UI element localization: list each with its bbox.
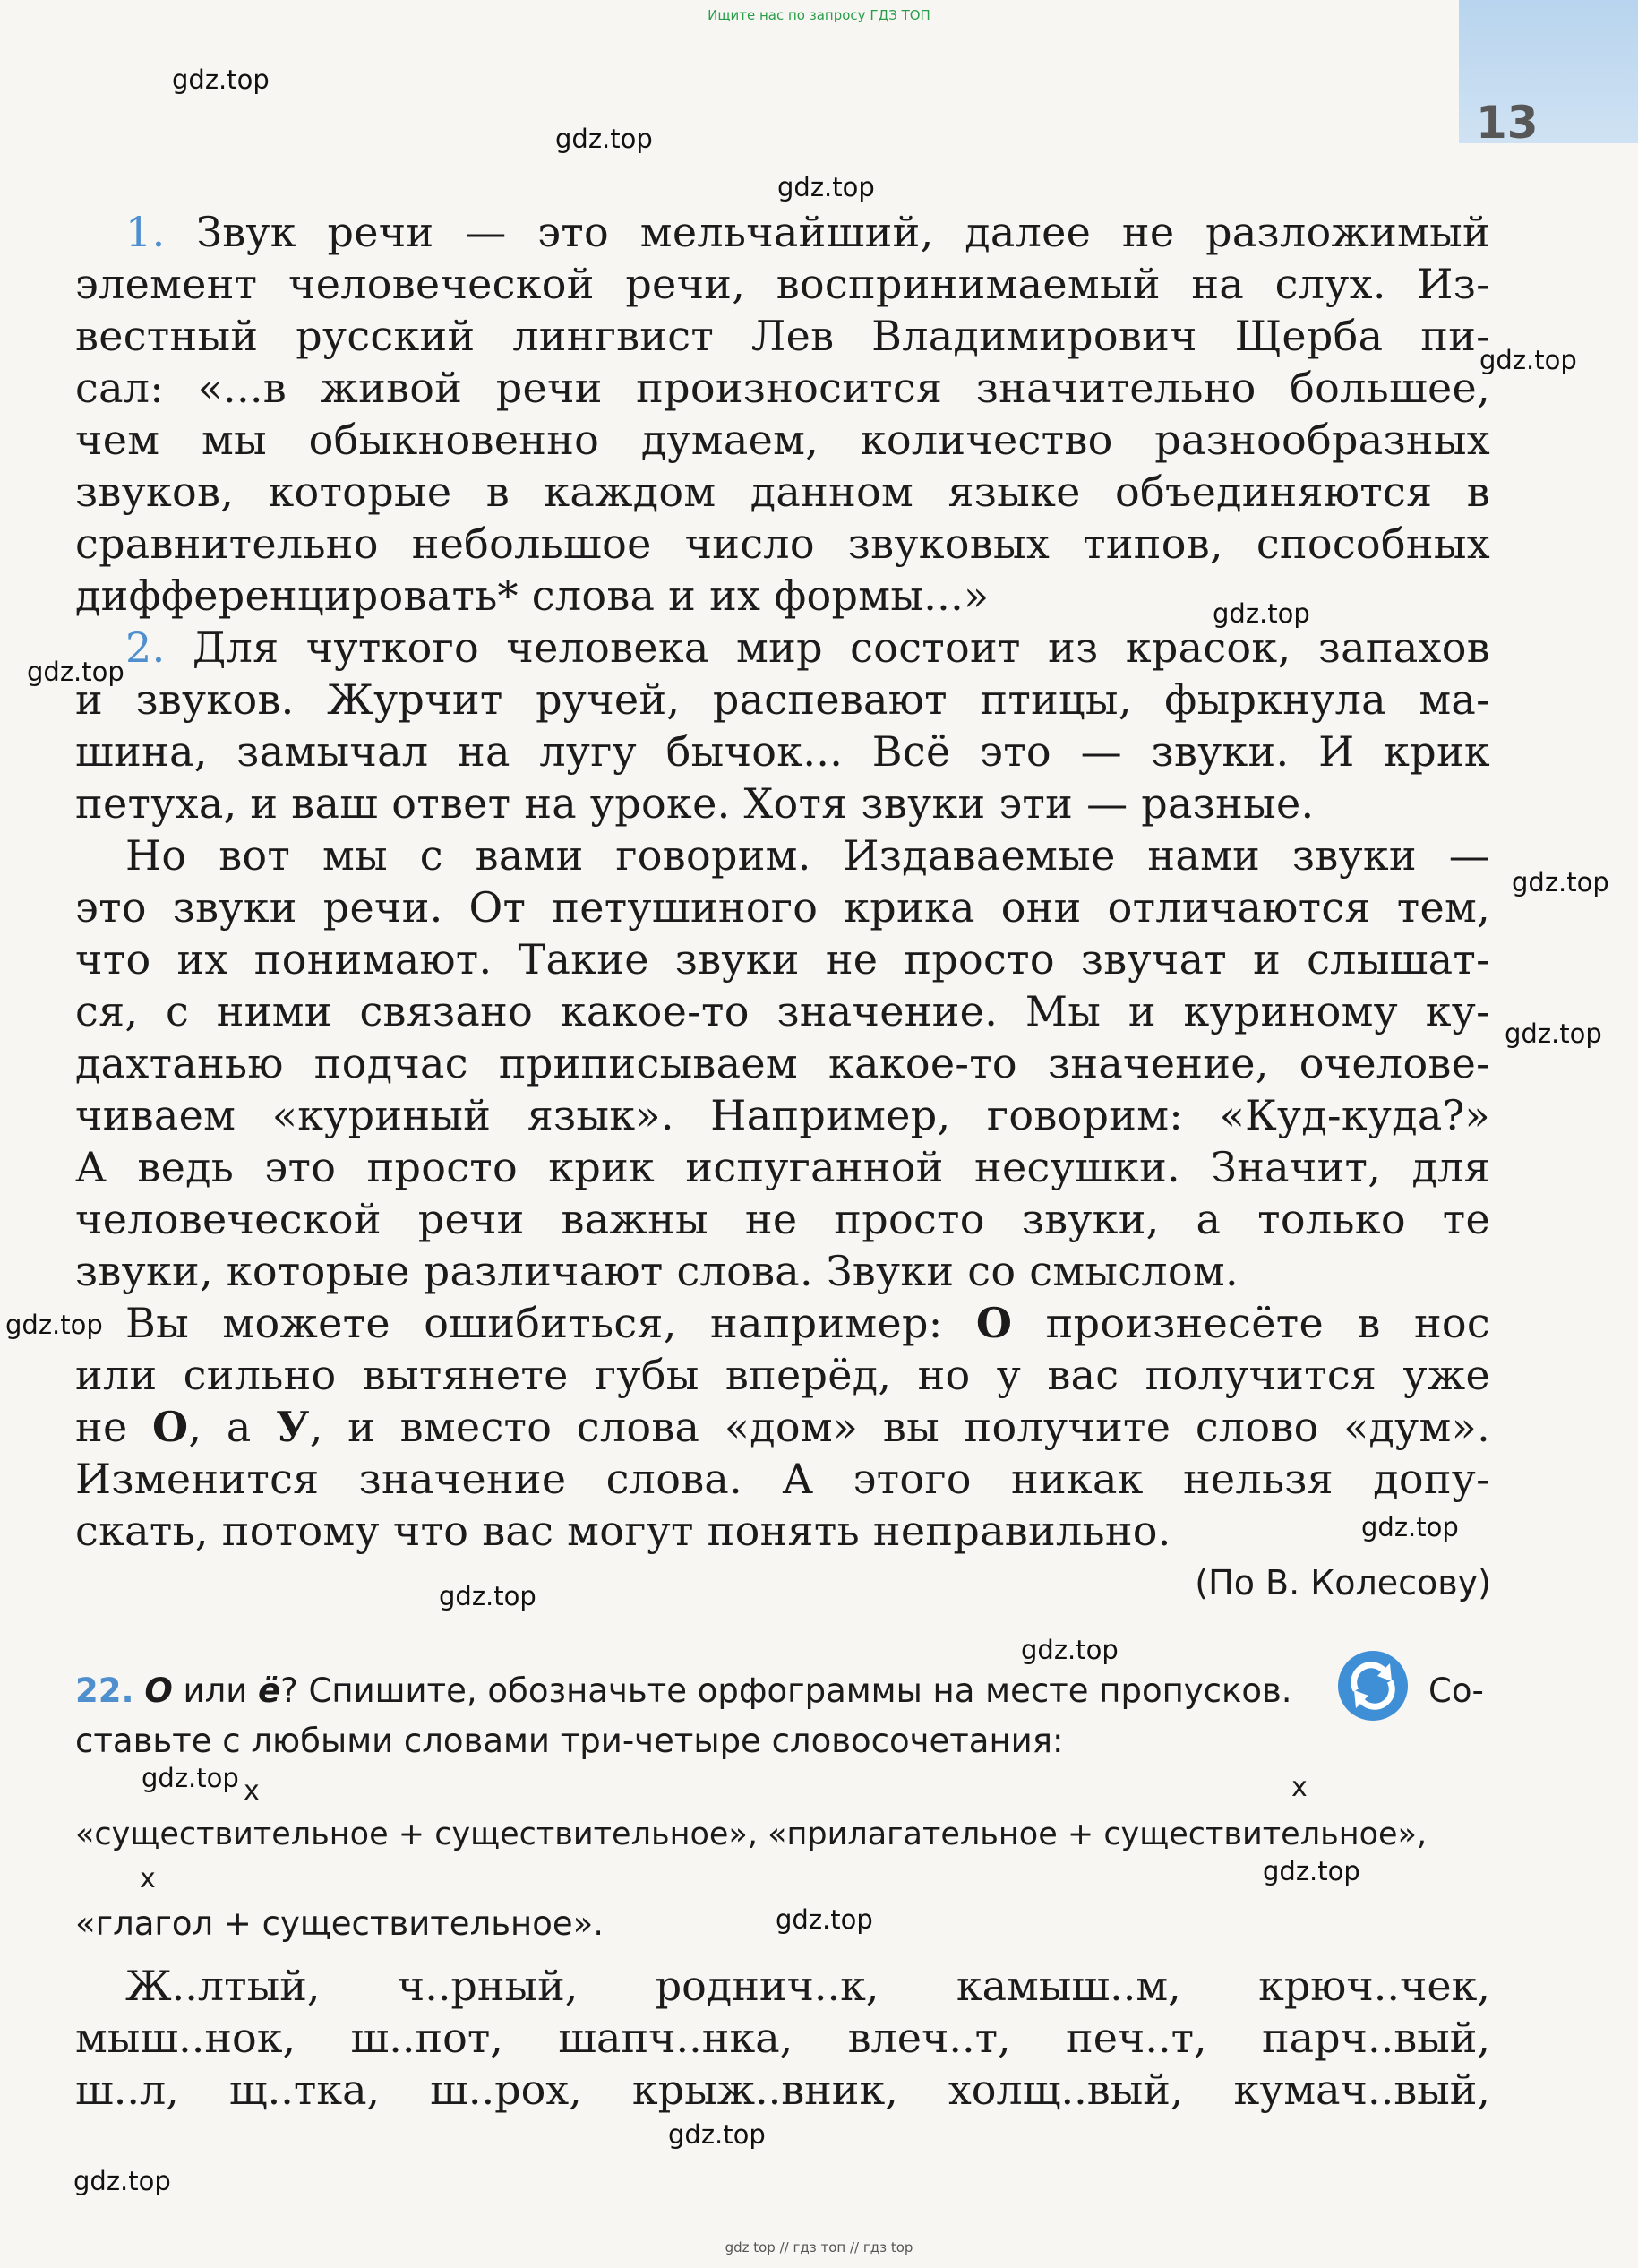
text-line: не О, а У, и вместо слова «дом» вы получите слово «дум». (75, 1403, 1490, 1451)
text-line: звуков, которые в каждом данном языке объединяются в (75, 468, 1490, 516)
watermark: gdz.top (439, 1581, 536, 1611)
text-line: 1. Звук речи — это мельчайший, далее не разложимый (125, 208, 1490, 256)
text-line: петуха, и ваш ответ на уроке. Хотя звуки эти — разные. (75, 779, 1315, 828)
sync-arrows-icon (1338, 1651, 1408, 1721)
watermark: gdz.top (1021, 1635, 1119, 1665)
text-line: это звуки речи. От петушиного крика они отличаются тем, (75, 883, 1490, 932)
text-line: ся, с ними связано какое-то значение. Мы и куриному ку- (75, 987, 1490, 1035)
watermark: gdz.top (776, 1904, 873, 1935)
watermark: gdz.top (1512, 867, 1609, 898)
watermark: gdz.top (1213, 598, 1310, 629)
watermark: gdz.top (668, 2119, 766, 2150)
exercise-number: 22. (75, 1671, 134, 1710)
text-line: сал: «...в живой речи произносится значительно большее, (75, 364, 1490, 412)
exercise-line: ставьте с любыми словами три-четыре словосочетания: (75, 1722, 1064, 1760)
text-line: скать, потому что вас могут понять неправильно. (75, 1507, 1171, 1555)
watermark: gdz.top (27, 657, 124, 687)
watermark: gdz.top (555, 124, 653, 154)
watermark: gdz.top (1361, 1512, 1459, 1542)
text-line: человеческой речи важны не просто звуки, а только те (75, 1195, 1490, 1243)
text-line: чем мы обыкновенно думаем, количество разнообразных (75, 416, 1490, 464)
exercise-line-end: Со- (1428, 1671, 1484, 1710)
text-line: вестный русский лингвист Лев Владимирович Щерба пи- (75, 312, 1490, 360)
text-line: звуки, которые различают слова. Звуки со смыслом. (75, 1247, 1239, 1295)
text-line: дахтанью подчас приписываем какое-то значение, очелове- (75, 1039, 1490, 1087)
bottom-note: gdz top // гдз топ // гдз top (725, 2239, 913, 2255)
text-line: или сильно вытянете губы вперёд, но у вас получится уже (75, 1351, 1490, 1399)
text-line: Изменится значение слова. А этого никак нельзя допу- (75, 1455, 1490, 1503)
word-line: ш..л, щ..тка, ш..рох, крыж..вник, холщ..вый, кумач..вый, (75, 2066, 1490, 2114)
source-attribution: (По В. Колесову) (1195, 1563, 1491, 1602)
watermark: gdz.top (142, 1763, 239, 1793)
text-line: и звуков. Журчит ручей, распевают птицы, фыркнула ма- (75, 675, 1490, 724)
watermark: gdz.top (172, 64, 270, 95)
exercise-line: «существительное + существительное», «прилагательное + существительное», (75, 1817, 1428, 1852)
text-line: А ведь это просто крик испуганной несушки. Значит, для (75, 1143, 1490, 1191)
text-line: чиваем «куриный язык». Например, говорим: «Куд-куда?» (75, 1091, 1490, 1139)
watermark: gdz.top (73, 2166, 171, 2196)
text-line: сравнительно небольшое число звуковых типов, способных (75, 520, 1490, 568)
x-mark: x (244, 1775, 260, 1807)
x-mark: x (1291, 1772, 1308, 1803)
exercise-line: «глагол + существительное». (75, 1904, 605, 1943)
text-line: Вы можете ошибиться, например: О произнесёте в нос (125, 1299, 1490, 1347)
word-line: мыш..нок, ш..пот, шапч..нка, влеч..т, печ..т, парч..вый, (75, 2014, 1490, 2062)
watermark: gdz.top (1263, 1856, 1360, 1886)
word-line: Ж..лтый, ч..рный, роднич..к, камыш..м, крюч..чек, (125, 1962, 1490, 2010)
top-note: Ищите нас по запросу ГДЗ ТОП (708, 7, 930, 23)
watermark: gdz.top (777, 172, 875, 202)
main-text (75, 206, 1490, 1557)
page-number: 13 (1476, 97, 1539, 149)
watermark: gdz.top (5, 1310, 103, 1340)
text-line: 2. Для чуткого человека мир состоит из красок, запахов (125, 623, 1490, 672)
text-line: Но вот мы с вами говорим. Издаваемые нами звуки — (125, 831, 1490, 880)
text-line: шина, замычал на лугу бычок... Всё это — звуки. И крик (75, 727, 1490, 776)
watermark: gdz.top (1479, 345, 1577, 375)
text-line: дифференцировать* слова и их формы...» (75, 571, 990, 620)
exercise-line: 22. О или ё? Спишите, обозначьте орфограммы на месте пропусков. (75, 1671, 1292, 1710)
watermark: gdz.top (1505, 1018, 1602, 1049)
exercise-task (75, 1666, 1490, 1766)
paragraph-number: 2. (125, 623, 166, 672)
x-mark: x (140, 1863, 156, 1894)
word-list (75, 1960, 1490, 2116)
paragraph-number: 1. (125, 208, 166, 256)
text-line: элемент человеческой речи, воспринимаемый на слух. Из- (75, 260, 1490, 308)
text-line: что их понимают. Такие звуки не просто звучат и слышат- (75, 935, 1490, 984)
